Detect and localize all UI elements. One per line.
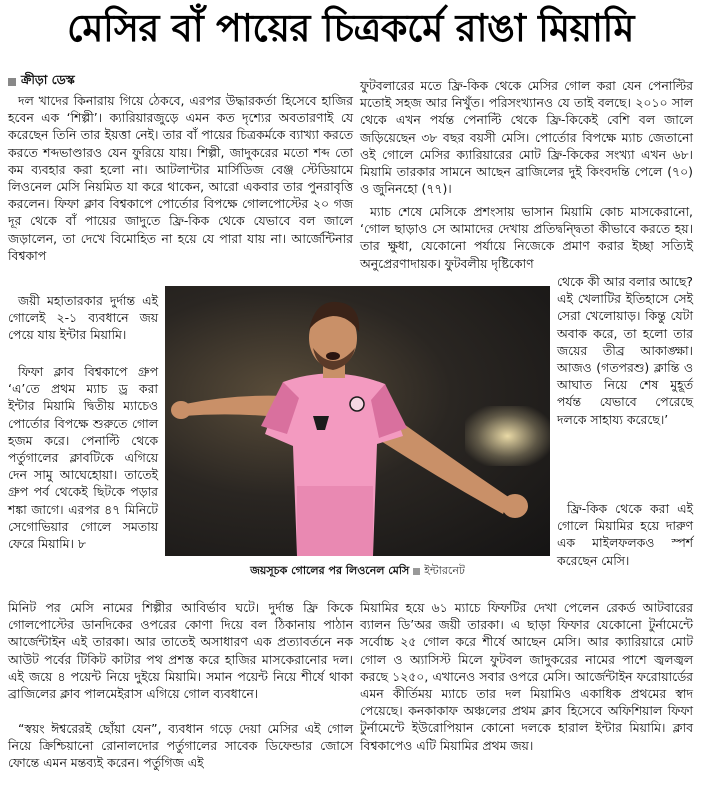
paragraph: “স্বয়ং ঈশ্বরেরই ছোঁয়া যেন”, ব্যবধান গড়ে দেয়া মেসির এই গোল নিয়ে ক্রিশ্চিয়ানো রোনালদোর পর্তুগালের সাবেক ডিফেন্ডার জোসে ফোন্তে এমন মন্তব্যই করেন। পর্তুগিজ এই — [8, 721, 353, 771]
paragraph: মিয়ামির হয়ে ৬১ ম্যাচে ফিফটির দেখা পেলেন রেকর্ড আটবারের ব্যালন ডি’অর জয়ী তারকা। এ ছাড়া ফিফার যেকোনো টুর্নামেন্টে সর্বোচ্চ ২৫ গোল করে শীর্ষে আছেন মেসি। আর ক্যারিয়ারে মোট গোল ও অ্যাসিস্ট মিলে ফুটবল জাদুকরের নামের পাশে জ্বলজ্বল করছে ১২৫০, এখানেও সবার ওপরে মেসি। আর্জেন্টাইন ফরোয়ার্ডের এমন কীর্তিময় ম্যাচে তার দল মিয়ামিও একাধিক প্রথমের স্বাদ পেয়েছে। কনকাকাফ অঞ্চলের প্রথম ক্লাব হিসেবে অফিশিয়াল ফিফা টুর্নামেন্টে ইউরোপিয়ান কোনো দলকে হারাল ইন্টার মিয়ামি। ক্লাব বিশ্বকাপেও এটি মিয়ামির প্রথম জয়। — [360, 600, 693, 753]
bullet-icon — [8, 78, 16, 86]
paragraph: ফ্রি-কিক থেকে করা এই গোলে মিয়ামির হয়ে দারুণ এক মাইলফলকও স্পর্শ করেছেন মেসি। — [557, 501, 693, 568]
paragraph: ফিফা ক্লাব বিশ্বকাপে গ্রুপ ‘এ’তে প্রথম ম্যাচ ড্র করা ইন্টার মিয়ামি দ্বিতীয় ম্যাচেও পোর্তোর বিপক্ষে শুরুতে গোল হজম করে। পেনাল্টি থেকে পর্তুগালের ক্লাবটিকে এগিয়ে দেন সামু আঘেহোয়া। তাতেই গ্রুপ পর্ব থেকেই ছিটকে পড়ার শঙ্কা জাগে। এরপর ৪৭ মিনিটে সেগোভিয়ার গোলে সমতায় ফেরে মিয়ামি। ৮ — [8, 364, 158, 552]
headline: মেসির বাঁ পায়ের চিত্রকর্মে রাঙা মিয়ামি — [67, 6, 634, 50]
byline — [8, 73, 75, 91]
separator-square-icon — [413, 568, 420, 575]
byline-text: ক্রীড়া ডেস্ক — [21, 72, 75, 87]
paragraph: দল খাদের কিনারায় গিয়ে ঠেকবে, এরপর উদ্ধারকর্তা হিসেবে হাজির হবেন এক ‘শিল্পী’। ক্যারিয়ারজুড়ে এমন কত দৃশ্যের অবতারণাই যে করেছেন তিনি তার ইয়ত্তা নেই। তার বাঁ পায়ের চিত্রকর্মকে ব্যাখ্যা করতে করতে শব্দভাণ্ডারও যেন ফুরিয়ে যায়। শিল্পী, জাদুকরের মতো শব্দ তো কম ব্যবহার করা হলো না। আটলান্টার মার্সিডিজ বেঞ্জ স্টেডিয়ামে লিওনেল মেসি নিয়মিত যা করে থাকেন, আরো একবার তার পুনরাবৃত্তি করলেন। ফিফা ক্লাব বিশ্বকাপে পোর্তোর বিপক্ষে গোলপোস্টের ২০ গজ দূর থেকে বাঁ পায়ের জাদুতে ফ্রি-কিক থেকে যেভাবে বল জালে জড়ালেন, তা দেখে বিমোহিত না হয়ে যে পারা যায় না। আর্জেন্টিনার বিশ্বকাপ — [8, 93, 353, 263]
caption-text: জয়সূচক গোলের পর লিওনেল মেসি — [250, 563, 410, 577]
article-photo — [165, 286, 550, 556]
paragraph: ফুটবলারের মতে ফ্রি-কিক থেকে মেসির গোল করা যেন পেনাল্টির মতোই সহজ আর নিখুঁত। পরিসংখ্যানও যে তাই বলছে। ২০১০ সাল থেকে এখন পর্যন্ত পেনাল্টি থেকে ফ্রি-কিকেই বেশি বল জালে জড়িয়েছেন ৩৮ বছর বয়সী মেসি। পোর্তোর বিপক্ষে ম্যাচ জেতানো ওই গোলে মেসির ক্যারিয়ারের মোট ফ্রি-কিকের সংখ্যা এখন ৬৮। মিয়ামি তারকার সামনে আছেন ব্রাজিলের দুই কিংবদন্তি পেলে (৭০) ও জুনিনহো (৭৭)। — [360, 78, 693, 197]
paragraph: থেকে কী আর বলার আছে? এই খেলাটির ইতিহাসে সেই সেরা খেলোয়াড়। কিন্তু যেটা অবাক করে, তা হলো তার জয়ের তীব্র আকাঙ্ক্ষা। আজও (গতপরশু) ক্লান্তি ও আঘাত নিয়ে শেষ মুহূর্ত পর্যন্ত যেভাবে পেরেছে দলকে সাহায্য করেছে।’ — [557, 274, 693, 427]
paragraph: ম্যাচ শেষে মেসিকে প্রশংসায় ভাসান মিয়ামি কোচ মাসকেরানো, ‘গোল ছাড়াও সে আমাদের দেখায় প্রতিদ্বন্দ্বিতা কীভাবে করতে হয়। তার ক্ষুধা, যেকোনো পর্যায়ে নিজেকে প্রমাণ করার ইচ্ছা সত্যিই অনুপ্রেরণাদায়ক। ফুটবলীয় দৃষ্টিকোণ — [360, 204, 693, 271]
paragraph: জয়ী মহাতারকার দুর্দান্ত এই গোলেই ২-১ ব্যবধানে জয় পেয়ে যায় ইন্টার মিয়ামি। — [8, 293, 158, 343]
caption-credit: ইন্টারনেট — [424, 563, 465, 577]
player-figure — [165, 286, 550, 556]
paragraph: মিনিট পর মেসি নামের শিল্পীর আবির্ভাব ঘটে। দুর্দান্ত ফ্রি কিকে গোলপোস্টের ডানদিকের ওপরের কোণা দিয়ে বল ঠিকানায় পাঠান আর্জেন্টাইন এই তারকা। আর তাতেই অসাধারণ এক প্রত্যাবর্তনে নক আউট পর্বের টিকিট কাটার পথ প্রশস্ত করে হাজির মাসকেরানোর দল। এই জয়ে ৪ পয়েন্ট নিয়ে দুইয়ে মিয়ামি। সমান পয়েন্ট নিয়ে শীর্ষে থাকা ব্রাজিলের ক্লাব পালমেইরাস এগিয়ে গোল ব্যবধানে। — [8, 600, 353, 702]
photo-caption — [165, 563, 550, 579]
